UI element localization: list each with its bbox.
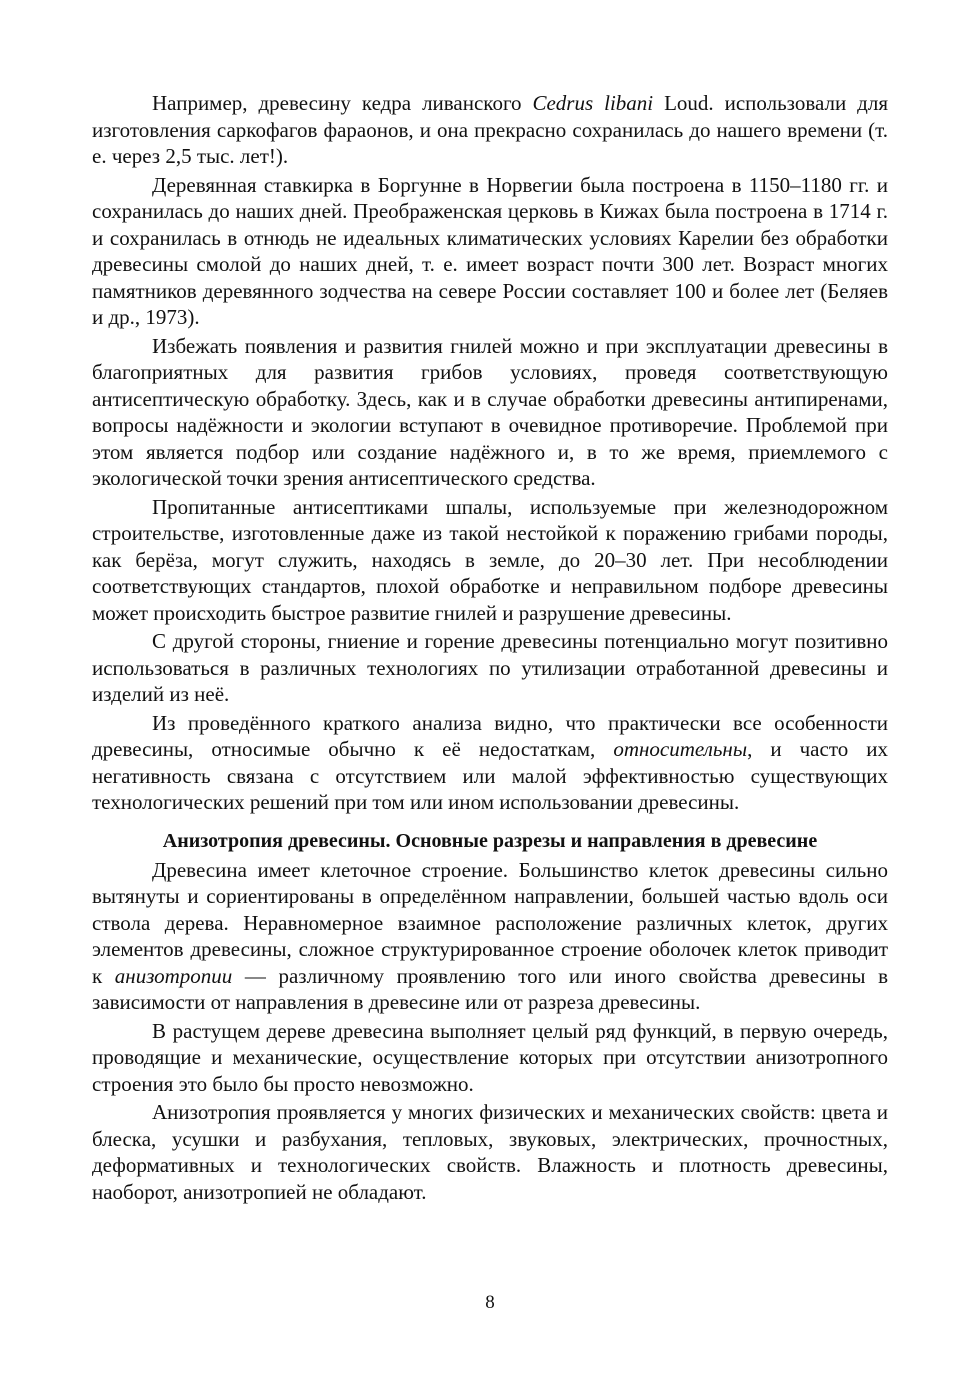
text-run: С другой стороны, гниение и горение древесины потенциально могут позитивно использоваться в различных технологиях по утилизации отработанной древесины и изделий из неё.	[92, 629, 888, 706]
italic-term: анизотропии	[114, 963, 233, 988]
text-run: Из проведённого краткого анализа видно, что практически все особенности древесины, относимые обычно к её недостаткам,	[92, 710, 888, 761]
text-run: Избежать появления и развития гнилей можно и при эксплуатации древесины в благоприятных для развития грибов условиях, проведя соответствующую антисептическую обработку. Здесь, как и в случае обработки древесины антипиренами, вопросы надёжности и экологии вступают в очевидное противоречие. Проблемой при этом является подбор или создание надёжного и, в то же время, приемлемого с экологической точки зрения антисептического средства.	[92, 333, 888, 490]
paragraph	[92, 628, 888, 708]
text-run: Деревянная ставкирка в Боргунне в Норвегии была построена в 1150–1180 гг. и сохранилась до наших дней. Преображенская церковь в Кижах была построена в 1714 г. и сохранилась в отнюдь не идеальных климатических условиях Карелии без обработки древесины смолой до наших дней, т. е. имеет возраст почти 300 лет. Возраст многих памятников деревянного зодчества на севере России составляет 100 и более лет (Беляев и др., 1973).	[92, 172, 888, 329]
section-heading: Анизотропия древесины. Основные разрезы и направления в древесине	[162, 829, 818, 852]
paragraphs-before	[92, 90, 888, 816]
italic-term: Cedrus libani	[532, 91, 654, 115]
paragraphs-after	[92, 857, 888, 1206]
paragraph	[92, 333, 888, 492]
italic-term: относительны	[613, 737, 748, 761]
paragraph	[92, 90, 888, 170]
page-content	[92, 90, 888, 1207]
paragraph	[92, 710, 888, 816]
text-run: Древесина имеет клеточное строение. Большинство клеток древесины сильно вытянуты и сориентированы в определённом направлении, большей частью вдоль оси ствола дерева. Неравномерное взаимное расположение различных клеток, других элементов древесины, сложное структурированное строение оболочек клеток приводит к	[92, 857, 888, 988]
paragraph	[92, 1099, 888, 1205]
page-number: 8	[485, 1292, 495, 1313]
paragraph	[92, 857, 888, 1016]
text-run: Например, древесину кедра ливанского	[152, 91, 533, 115]
text-run: В растущем дереве древесина выполняет целый ряд функций, в первую очередь, проводящие и механические, осуществление которых при отсутствии анизотропного строения это было бы просто невозможно.	[92, 1018, 888, 1096]
text-run: , и часто их негативность связана с отсутствием или малой эффективностью существующих технологических решений при том или ином использовании древесины.	[92, 737, 888, 814]
paragraph	[92, 172, 888, 331]
text-run: Анизотропия проявляется у многих физических и механических свойств: цвета и блеска, усушки и разбухания, тепловых, звуковых, электрических, прочностных, деформативных и технологических свойств. Влажность и плотность древесины, наоборот, анизотропией не обладают.	[92, 1100, 888, 1204]
paragraph	[92, 1018, 888, 1098]
paragraph	[92, 494, 888, 627]
text-run: — различному проявлению того или иного свойства древесины в зависимости от направления в древесине или от разреза древесины.	[92, 963, 889, 1014]
text-run: Пропитанные антисептиками шпалы, используемые при железнодорожном строительстве, изготовленные даже из такой нестойкой к поражению грибами породы, как берёза, могут служить, находясь в земле, до 20–30 лет. При несоблюдении соответствующих стандартов, плохой обработке и неправильном подборе древесины может происходить быстрое развитие гнилей и разрушение древесины.	[92, 494, 888, 625]
text-run: Loud. использовали для изготовления саркофагов фараонов, и она прекрасно сохранилась до нашего времени (т. е. через 2,5 тыс. лет!).	[92, 91, 888, 168]
